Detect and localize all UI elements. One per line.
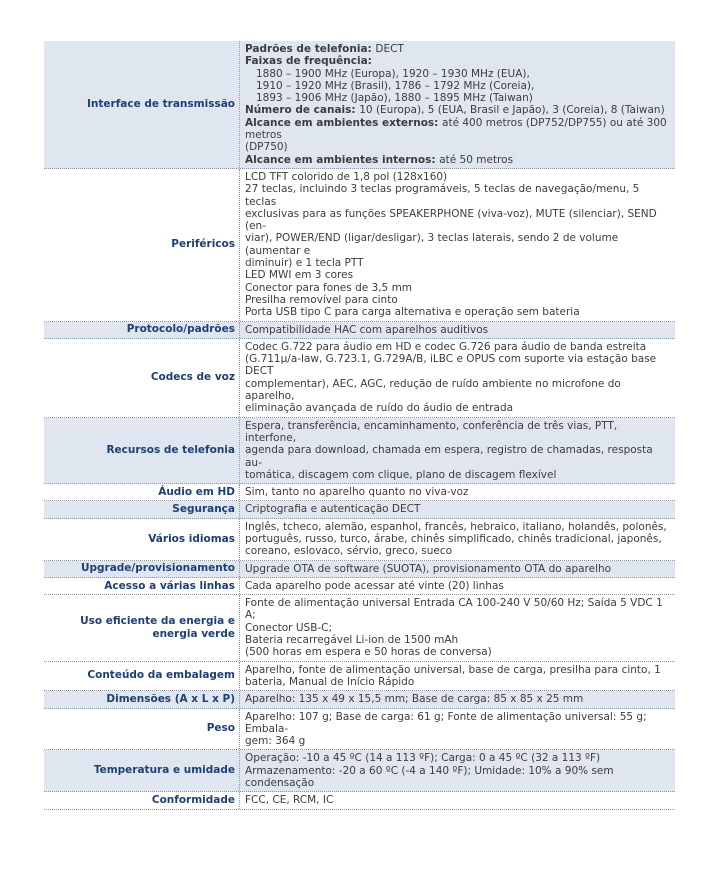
spec-value-text: Aparelho: 135 x 49 x 15,5 mm; Base de carga: 85 x 85 x 25 mm bbox=[245, 693, 584, 706]
spec-row bbox=[44, 519, 675, 561]
spec-value-line bbox=[245, 353, 671, 378]
spec-row bbox=[44, 484, 675, 501]
spec-value-text: Armazenamento: -20 a 60 ºC (-4 a 140 ºF); Umidade: 10% a 90% sem condensação bbox=[245, 764, 614, 790]
spec-value-text: Conector para fones de 3,5 mm bbox=[245, 281, 413, 294]
spec-value-text: bateria, Manual de Início Rápido bbox=[245, 675, 415, 688]
spec-row bbox=[44, 578, 675, 595]
spec-row bbox=[44, 339, 675, 418]
spec-label: Uso eficiente da energia e energia verde bbox=[44, 595, 240, 660]
spec-value-line bbox=[245, 117, 671, 142]
spec-value-line bbox=[245, 622, 671, 634]
spec-row bbox=[44, 561, 675, 578]
spec-value-text: Compatibilidade HAC com aparelhos auditivos bbox=[245, 323, 489, 336]
spec-value-line bbox=[245, 533, 671, 545]
spec-value bbox=[240, 501, 675, 517]
spec-value-line bbox=[245, 503, 671, 515]
spec-value-text: Porta USB tipo C para carga alternativa e operação sem bateria bbox=[245, 306, 580, 319]
spec-value-line bbox=[245, 563, 671, 575]
spec-value-line bbox=[245, 68, 671, 80]
spec-value-line bbox=[245, 232, 671, 257]
spec-value-line bbox=[245, 765, 671, 790]
spec-value bbox=[240, 691, 675, 707]
spec-value-line bbox=[245, 378, 671, 403]
spec-value-line bbox=[245, 634, 671, 646]
spec-value-line bbox=[245, 341, 671, 353]
spec-label: Segurança bbox=[44, 501, 240, 517]
spec-value-text: 1880 – 1900 MHz (Europa), 1920 – 1930 MHz (EUA), bbox=[256, 67, 530, 80]
spec-value-text: (G.711μ/a-law, G.723.1, G.729A/B, iLBC e OPUS com suporte via estação base DECT bbox=[245, 353, 657, 378]
spec-value-text: 1893 – 1906 MHz (Japão), 1880 – 1895 MHz (Taiwan) bbox=[256, 92, 533, 105]
spec-value-heading: Alcance em ambientes externos: bbox=[245, 116, 443, 129]
spec-value-line bbox=[245, 55, 671, 67]
spec-value bbox=[240, 339, 675, 417]
spec-value-line bbox=[245, 676, 671, 688]
spec-value-line bbox=[245, 420, 671, 445]
spec-value-line bbox=[245, 664, 671, 676]
spec-row bbox=[44, 691, 675, 708]
spec-value-text: 1910 – 1920 MHz (Brasil), 1786 – 1792 MHz (Coreia), bbox=[256, 79, 535, 92]
spec-label: Upgrade/provisionamento bbox=[44, 561, 240, 577]
spec-value bbox=[240, 519, 675, 560]
spec-value-line bbox=[245, 486, 671, 498]
spec-value-text: LCD TFT colorido de 1,8 pol (128x160) bbox=[245, 170, 448, 183]
spec-value-text: Conector USB-C; bbox=[245, 621, 333, 634]
spec-label: Protocolo/padrões bbox=[44, 322, 240, 338]
spec-label: Periféricos bbox=[44, 169, 240, 321]
spec-value-text: Bateria recarregável Li-ion de 1500 mAh bbox=[245, 634, 459, 647]
spec-value-text: Inglês, tcheco, alemão, espanhol, francês, hebraico, italiano, holandês, polonês, bbox=[245, 520, 667, 533]
spec-value-text: Operação: -10 a 45 ºC (14 a 113 ºF); Carga: 0 a 45 ºC (32 a 113 ºF) bbox=[245, 752, 601, 765]
spec-value-text: (500 horas em espera e 50 horas de conversa) bbox=[245, 646, 492, 659]
spec-label: Vários idiomas bbox=[44, 519, 240, 560]
spec-label: Conformidade bbox=[44, 792, 240, 808]
spec-value-text: Codec G.722 para áudio em HD e codec G.726 para áudio de banda estreita bbox=[245, 340, 647, 353]
spec-value-heading: Padrões de telefonia: bbox=[245, 43, 376, 55]
spec-value bbox=[240, 662, 675, 691]
spec-value-text: português, russo, turco, árabe, chinês simplificado, chinês tradicional, japonês, bbox=[245, 532, 662, 545]
spec-value bbox=[240, 41, 675, 168]
spec-value-line bbox=[245, 324, 671, 336]
spec-value-text: DECT bbox=[375, 43, 404, 55]
spec-value-text: tomática, discagem com clique, plano de discagem flexível bbox=[245, 468, 557, 481]
spec-value bbox=[240, 418, 675, 483]
spec-row bbox=[44, 709, 675, 751]
spec-value-line bbox=[245, 154, 671, 166]
spec-row bbox=[44, 662, 675, 692]
spec-value-line bbox=[245, 80, 671, 92]
spec-row bbox=[44, 750, 675, 792]
spec-value-text: até 50 metros bbox=[439, 153, 514, 166]
spec-value-text: coreano, eslovaco, sérvio, greco, sueco bbox=[245, 545, 453, 558]
spec-value-line bbox=[245, 208, 671, 233]
spec-value bbox=[240, 709, 675, 750]
spec-value-text: Sim, tanto no aparelho quanto no viva-voz bbox=[245, 486, 469, 499]
spec-value-text: LED MWI em 3 cores bbox=[245, 269, 354, 282]
spec-label: Interface de transmissão bbox=[44, 41, 240, 168]
spec-label: Recursos de telefonia bbox=[44, 418, 240, 483]
spec-value-line bbox=[245, 257, 671, 269]
spec-value-line bbox=[245, 469, 671, 481]
spec-value-line bbox=[245, 580, 671, 592]
spec-value-line bbox=[245, 92, 671, 104]
spec-value-line bbox=[245, 735, 671, 747]
spec-label: Peso bbox=[44, 709, 240, 750]
spec-label: Temperatura e umidade bbox=[44, 750, 240, 791]
spec-value bbox=[240, 595, 675, 660]
spec-value-line bbox=[245, 545, 671, 557]
spec-value-line bbox=[245, 597, 671, 622]
spec-value-line bbox=[245, 752, 671, 764]
spec-value-line bbox=[245, 141, 671, 153]
spec-value-text: agenda para download, chamada em espera, registro de chamadas, resposta au- bbox=[245, 444, 653, 469]
spec-value-line bbox=[245, 646, 671, 658]
spec-value-line bbox=[245, 294, 671, 306]
spec-row bbox=[44, 595, 675, 661]
spec-row bbox=[44, 792, 675, 809]
spec-value-text: FCC, CE, RCM, IC bbox=[245, 794, 334, 807]
spec-value-text: diminuir) e 1 tecla PTT bbox=[245, 257, 364, 270]
spec-value-line bbox=[245, 693, 671, 705]
spec-value-text: até 400 metros (DP752/DP755) ou até 300 metros bbox=[245, 116, 667, 142]
spec-value bbox=[240, 561, 675, 577]
spec-value-heading: Faixas de frequência: bbox=[245, 55, 372, 68]
spec-label: Conteúdo da embalagem bbox=[44, 662, 240, 691]
spec-value-line bbox=[245, 282, 671, 294]
spec-label: Áudio em HD bbox=[44, 484, 240, 500]
spec-value-text: Fonte de alimentação universal Entrada CA 100-240 V 50/60 Hz; Saída 5 VDC 1 A; bbox=[245, 597, 663, 622]
spec-value-line bbox=[245, 104, 671, 116]
spec-value bbox=[240, 484, 675, 500]
spec-row bbox=[44, 418, 675, 484]
spec-value-line bbox=[245, 444, 671, 469]
spec-value-line bbox=[245, 521, 671, 533]
spec-value bbox=[240, 169, 675, 321]
spec-value-line bbox=[245, 711, 671, 736]
spec-value-text: gem: 364 g bbox=[245, 735, 306, 748]
spec-value-heading: Alcance em ambientes internos: bbox=[245, 153, 440, 166]
spec-value-text: eliminação avançada de ruído do áudio de entrada bbox=[245, 402, 514, 415]
spec-value-text: viar), POWER/END (ligar/desligar), 3 teclas laterais, sendo 2 de volume (aumentar e bbox=[245, 232, 619, 257]
spec-value-text: Cada aparelho pode acessar até vinte (20) linhas bbox=[245, 579, 504, 592]
spec-value bbox=[240, 750, 675, 791]
spec-value-text: Upgrade OTA de software (SUOTA), provisionamento OTA do aparelho bbox=[245, 562, 612, 575]
spec-value-heading: Número de canais: bbox=[245, 104, 360, 117]
spec-value-text: Espera, transferência, encaminhamento, conferência de três vias, PTT, interfone, bbox=[245, 419, 618, 444]
spec-row bbox=[44, 169, 675, 322]
spec-value-text: Presilha removível para cinto bbox=[245, 293, 398, 306]
spec-value-text: (DP750) bbox=[245, 141, 288, 154]
spec-label: Codecs de voz bbox=[44, 339, 240, 417]
spec-value-line bbox=[245, 269, 671, 281]
spec-row bbox=[44, 501, 675, 518]
spec-value bbox=[240, 322, 675, 338]
spec-row bbox=[44, 322, 675, 339]
spec-table bbox=[44, 41, 675, 810]
spec-value-text: Aparelho: 107 g; Base de carga: 61 g; Fonte de alimentação universal: 55 g; Embala- bbox=[245, 710, 647, 735]
spec-value-line bbox=[245, 402, 671, 414]
spec-value-text: Aparelho, fonte de alimentação universal, base de carga, presilha para cinto, 1 bbox=[245, 663, 661, 676]
spec-value-line bbox=[245, 43, 671, 55]
spec-value-text: complementar), AEC, AGC, redução de ruído ambiente no microfone do aparelho, bbox=[245, 377, 621, 403]
spec-value-text: Criptografia e autenticação DECT bbox=[245, 503, 421, 516]
spec-row bbox=[44, 41, 675, 169]
spec-value bbox=[240, 578, 675, 594]
spec-label: Acesso a várias linhas bbox=[44, 578, 240, 594]
spec-label: Dimensões (A x L x P) bbox=[44, 691, 240, 707]
spec-value-line bbox=[245, 183, 671, 208]
spec-value-line bbox=[245, 171, 671, 183]
spec-value-text: 27 teclas, incluindo 3 teclas programáveis, 5 teclas de navegação/menu, 5 teclas bbox=[245, 183, 640, 208]
spec-value-line bbox=[245, 306, 671, 318]
spec-value bbox=[240, 792, 675, 808]
spec-value-text: 10 (Europa), 5 (EUA, Brasil e Japão), 3 (Coreia), 8 (Taiwan) bbox=[359, 104, 665, 117]
spec-value-text: exclusivas para as funções SPEAKERPHONE (viva-voz), MUTE (silenciar), SEND (en- bbox=[245, 207, 657, 233]
spec-value-line bbox=[245, 794, 671, 806]
